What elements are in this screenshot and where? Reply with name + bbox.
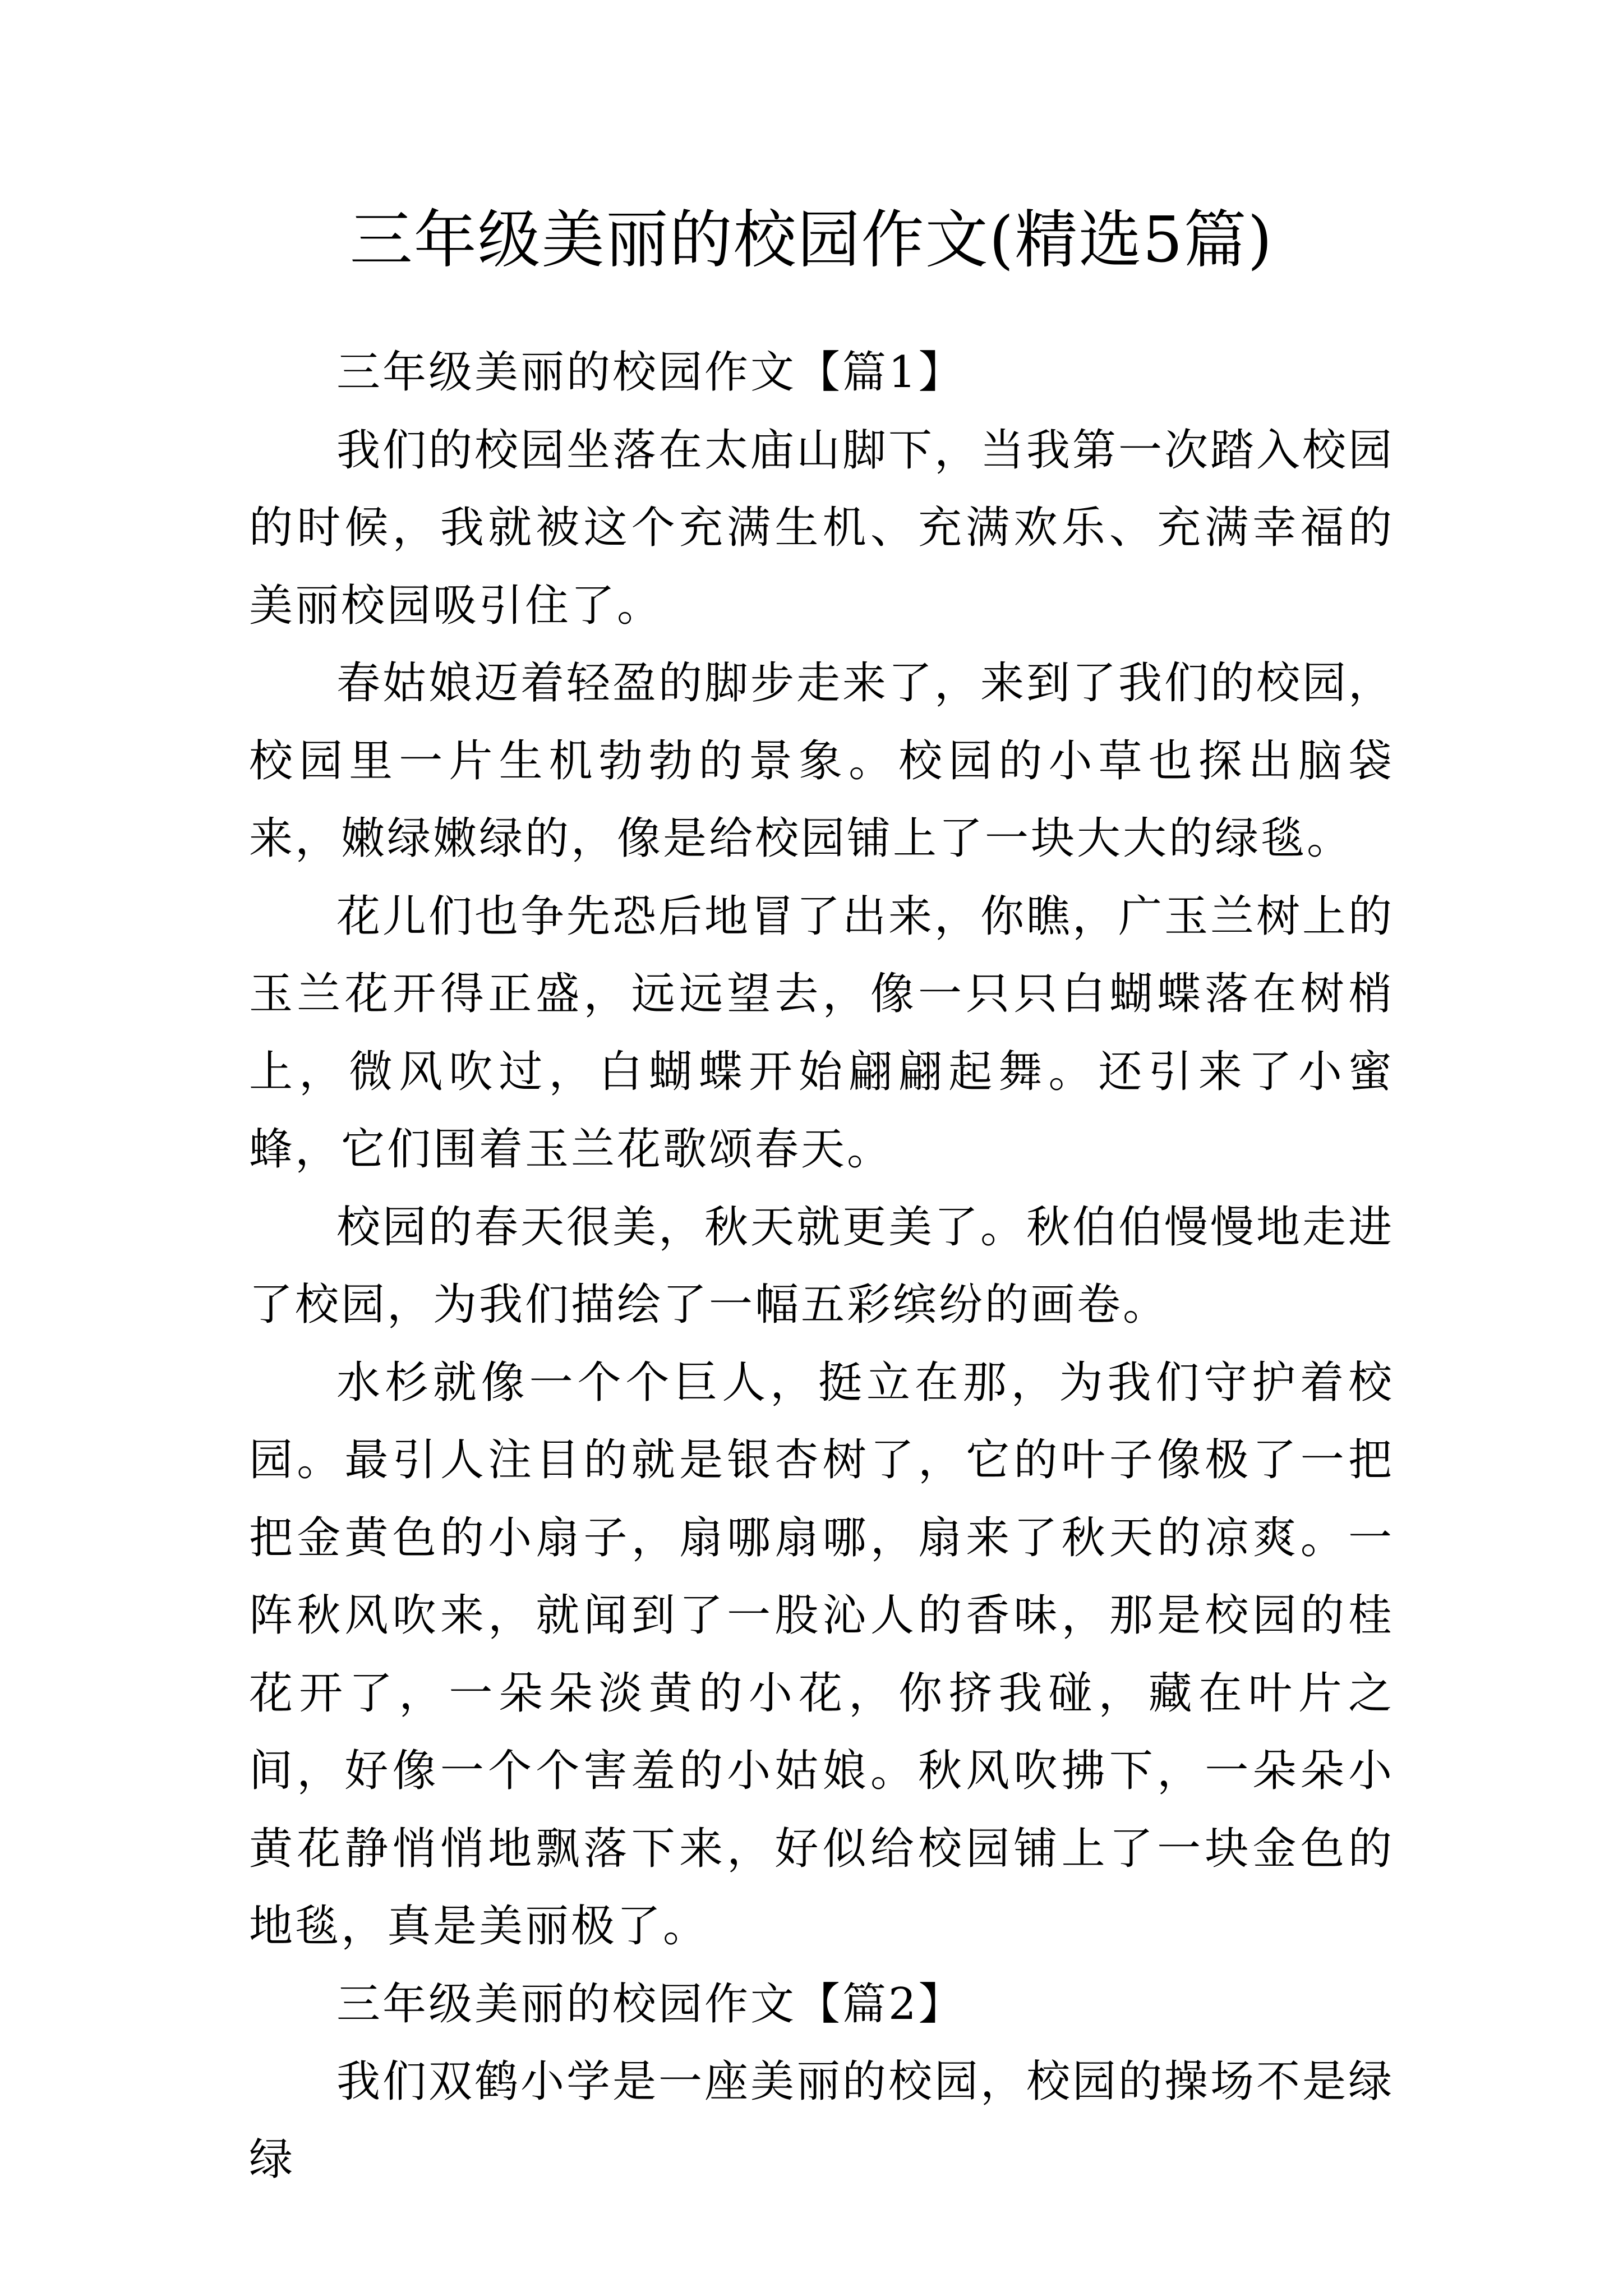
paragraph: 校园的春天很美，秋天就更美了。秋伯伯慢慢地走进了校园，为我们描绘了一幅五彩缤纷的画卷。 <box>249 1202 1395 1330</box>
section-heading-2: 三年级美丽的校园作文【篇2】 <box>336 1978 965 2030</box>
paragraph: 花儿们也争先恐后地冒了出来，你瞧，广玉兰树上的玉兰花开得正盛，远远望去，像一只只白蝴蝶落在树梢上，微风吹过，白蝴蝶开始翩翩起舞。还引来了小蜜蜂，它们围着玉兰花歌颂春天。 <box>249 891 1395 1175</box>
section-heading-1: 三年级美丽的校园作文【篇1】 <box>336 347 965 398</box>
paragraph: 我们双鹤小学是一座美丽的校园，校园的操场不是绿绿 <box>249 2056 1395 2185</box>
document-title: 三年级美丽的校园作文(精选5篇) <box>349 204 1274 277</box>
paragraph: 我们的校园坐落在太庙山脚下，当我第一次踏入校园的时候，我就被这个充满生机、充满欢乐、充满幸福的美丽校园吸引住了。 <box>249 425 1395 631</box>
paragraph: 水杉就像一个个巨人，挺立在那，为我们守护着校园。最引人注目的就是银杏树了，它的叶子像极了一把把金黄色的小扇子，扇哪扇哪，扇来了秋天的凉爽。一阵秋风吹来，就闻到了一股沁人的香味，那是校园的桂花开了，一朵朵淡黄的小花，你挤我碰，藏在叶片之间，好像一个个害羞的小姑娘。秋风吹拂下，一朵朵小黄花静悄悄地飘落下来，好似给校园铺上了一块金色的地毯，真是美丽极了。 <box>249 1357 1394 1952</box>
document-body <box>249 334 1394 2198</box>
paragraph: 春姑娘迈着轻盈的脚步走来了，来到了我们的校园，校园里一片生机勃勃的景象。校园的小草也探出脑袋来，嫩绿嫩绿的，像是给校园铺上了一块大大的绿毯。 <box>249 658 1395 864</box>
